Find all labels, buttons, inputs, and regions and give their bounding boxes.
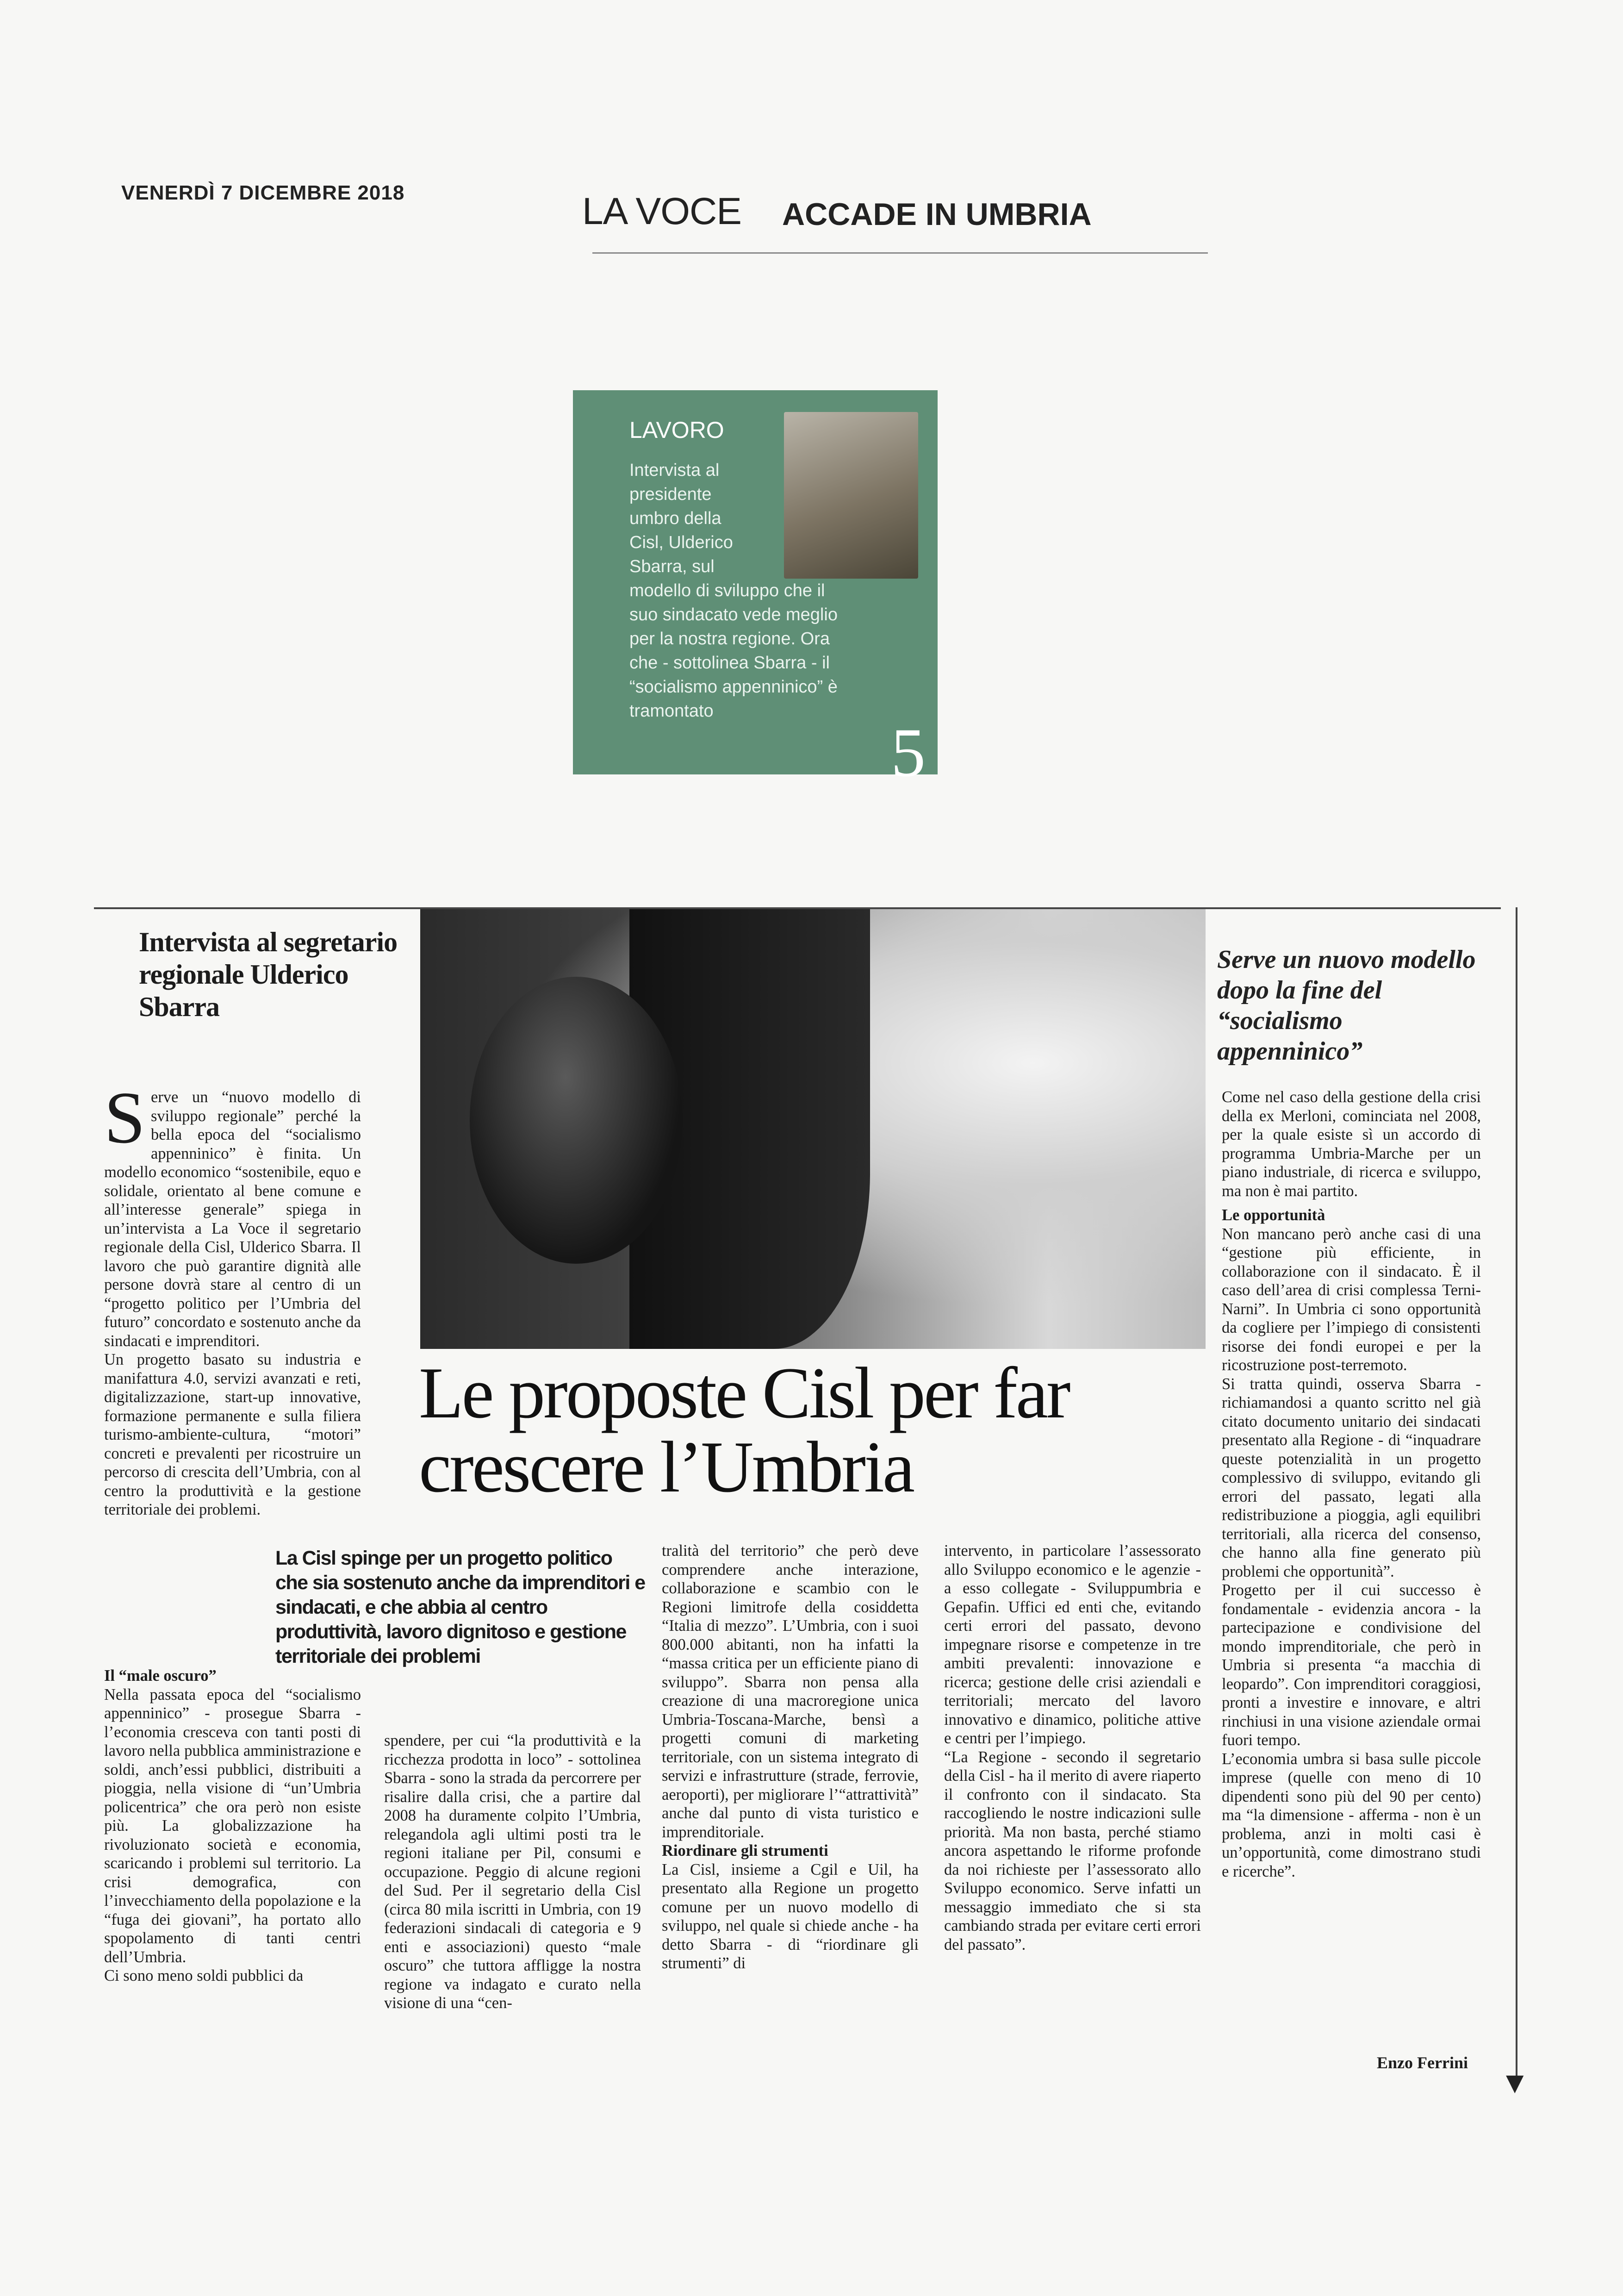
teaser-line: Intervista al — [629, 461, 720, 480]
article-column-4 — [944, 1541, 1201, 1954]
teaser-line: Sbarra, sul — [629, 557, 715, 576]
article-column-5 — [1222, 1088, 1481, 1881]
continue-arrow-icon: ▼ — [1506, 2069, 1524, 2096]
photo-helmet — [470, 977, 683, 1264]
section-title: ACCADE IN UMBRIA — [782, 197, 1092, 232]
paragraph: Ci sono meno soldi pubblici da — [104, 1967, 304, 1984]
paragraph: “La Regione - secondo il segretario della Cisl - ha il merito di avere riaperto il confronto con il sindacato. Sta raccogliendo le nostre indicazioni sulle priorità. Ma non basta, perché stiamo ancora aspettando le riforme profonde da noi richieste per l’assessorato allo Sviluppo economico. Serve infatti un messaggio immediato che si sta cambiando strada per evitare certi errori del passato”. — [944, 1748, 1201, 1953]
teaser-line: “socialismo appenninico” è — [629, 677, 838, 697]
teaser-line: per la nostra regione. Ora — [629, 629, 830, 649]
paragraph: Non mancano però anche casi di una “gestione più efficiente, in collaborazione con il sindacato. È il caso dell’area di crisi complessa Terni-Narni”. In Umbria ci sono opportunità da cogliere per l’impiego di consistenti risorse dei fondi europei e per la ricostruzione post-terremoto. — [1222, 1225, 1481, 1374]
paragraph: Nella passata epoca del “socialismo appenninico” - prosegue Sbarra - l’economia cresceva con tanti posti di lavoro nella pubblica amministrazione e soldi, anch’essi pubblici, distribuiti a pioggia, nella visione di “un’Umbria policentrica” che ora però non esiste più. La globalizzazione ha rivoluzionato società e economia, scaricando i problemi sul territorio. La crisi demografica, con l’invecchiamento della popolazione e la “fuga dei giovani”, ha portato allo spopolamento di tanti centri dell’Umbria. — [104, 1685, 361, 1966]
teaser-line: umbro della — [629, 509, 721, 528]
paragraph: Si tratta quindi, osserva Sbarra - richiamandosi a quanto scritto nel già citato documento unitario dei sindacati presentato alla Regione - di “inquadrare queste potenzialità in un progetto complessivo di sviluppo, evitando gli errori del passato, legati alla redistribuzione a pioggia, agli equilibri territoriali, alla ricerca del consenso, che hanno alla fine generato più problemi che opportunità”. — [1222, 1375, 1481, 1580]
teaser-line: modello di sviluppo che il — [629, 581, 825, 600]
dropcap: S — [104, 1076, 145, 1159]
subheading: Le opportunità — [1222, 1206, 1325, 1224]
teaser-line: che - sottolinea Sbarra - il — [629, 653, 830, 673]
teaser-label: LAVORO — [629, 417, 724, 443]
teaser-text — [629, 458, 930, 723]
kicker-left: Intervista al segretario regionale Ulderico Sbarra — [139, 927, 398, 1022]
paragraph: tralità del territorio” che però deve comprendere anche interazione, collaborazione e scambio con le Regioni limitrofe della cosiddetta “Italia di mezzo”. L’Umbria, con i suoi 800.000 abitanti, non ha infatti la “massa critica per un efficiente piano di sviluppo”. Sbarra non pensa alla creazione di una macroregione unica Umbria-Toscana-Marche, bensì a progetti comuni di marketing territoriale, con un sistema integrato di servizi e infrastrutture (strade, ferrovie, aeroporti), per migliorare l’“attrattività” anche dal punto di vista turistico e imprenditoriale. — [662, 1542, 919, 1841]
newspaper-brand: LA VOCE — [582, 190, 741, 232]
kicker-right: Serve un nuovo modello dopo la fine del “socialismo appenninico” — [1217, 945, 1476, 1066]
paragraph: erve un “nuovo modello di sviluppo regionale” perché la bella epoca del “socialismo appenninico” è finita. Un modello economico “sostenibile, equo e solidale, orientato al bene comune e all’interesse generale” spiega in un’intervista a La Voce il segretario regionale della Cisl, Ulderico Sbarra. Il lavoro che può garantire dignità alle persone dovrà stare al centro di un “progetto politico per l’Umbria del futuro” concordato e sostenuto anche da sindacati e imprenditori. — [104, 1088, 361, 1350]
paragraph: L’economia umbra si basa sulle piccole imprese (quelle con meno di 10 dipendenti sono più del 90 per cento) ma “la dimensione - afferma - non è un problema, anzi in molti casi è un’opportunità, come dimostrano studi e ricerche”. — [1222, 1750, 1481, 1880]
header-rule — [592, 252, 1208, 254]
paragraph: intervento, in particolare l’assessorato allo Sviluppo economico e le agenzie - a esso collegate - Sviluppumbria e Gepafin. Uffici ed enti che, evitando certi errori del passato, devono impegnare risorse e competenze in tre ambiti prevalenti: innovazione e ricerca; gestione delle crisi aziendali e territoriali; mercato del lavoro innovativo e dinamico, politiche attive e centri per l’impiego. — [944, 1542, 1201, 1747]
paragraph: Progetto per il cui successo è fondamentale - evidenzia ancora - la partecipazione e condivisione del mondo imprenditoriale, che però in Umbria si presenta “a macchia di leopardo”. Con imprenditori coraggiosi, pronti a investire e innovare, e altri rinchiusi in una visione aziendale ormai fuori tempo. — [1222, 1581, 1481, 1749]
paragraph: Come nel caso della gestione della crisi della ex Merloni, cominciata nel 2008, per la quale esiste sì un accordo di programma Umbria-Marche per un piano industriale, di ricerca e sviluppo, ma non è mai partito. — [1222, 1088, 1481, 1200]
teaser-line: tramontato — [629, 701, 714, 721]
paragraph: spendere, per cui “la produttività e la ricchezza prodotta in loco” - sottolinea Sbarra - sono la strada da percorrere per risalire dalla crisi, che a partire dal 2008 ha duramente colpito l’Umbria, relegandola agli ultimi posti tra le regioni italiane per Pil, consumi e occupazione. Peggio di alcune regioni del Sud. Per il segretario della Cisl (circa 80 mila iscritti in Umbria, con 19 federazioni sindacali di categoria e 9 enti e associazioni) questo “male oscuro” che tuttora affligge la nostra regione va indagato e curato nella visione di una “cen- — [384, 1732, 641, 2012]
author-signature: Enzo Ferrini — [1377, 2053, 1468, 2072]
paragraph: Un progetto basato su industria e manifattura 4.0, servizi avanzati e reti, digitalizzazione, start-up innovative, formazione permanente e sulla filiera turismo-ambiente-cultura, “motori” concreti e prevalenti per ricostruire un percorso di crescita dell’Umbria, con al centro la produttività e la gestione territoriale dei problemi. — [104, 1351, 361, 1518]
article-title: Le proposte Cisl per far crescere l’Umbria — [419, 1353, 1069, 1508]
subheading: Il “male oscuro” — [104, 1667, 217, 1685]
article-column-1-continued — [104, 1666, 361, 1985]
subheading: Riordinare gli strumenti — [662, 1842, 828, 1859]
page-number: 5 — [891, 714, 926, 791]
article-column-2 — [384, 1731, 641, 2013]
article-subtitle: La Cisl spinge per un progetto politico che sia sostenuto anche da imprenditori e sindacati, e che abbia al centro produttività, lavoro dignitoso e gestione territoriale dei problemi — [275, 1547, 645, 1667]
header-date: VENERDÌ 7 DICEMBRE 2018 — [121, 181, 405, 204]
article-frame-side — [1516, 907, 1517, 2083]
paragraph: La Cisl, insieme a Cgil e Uil, ha presentato alla Regione un progetto comune per un nuovo modello di sviluppo, nel quale si chiede anche - ha detto Sbarra - di “riordinare gli strumenti” di — [662, 1860, 919, 1972]
article-column-1 — [104, 1076, 361, 1519]
teaser-line: suo sindacato vede meglio — [629, 605, 838, 624]
article-column-3 — [662, 1541, 919, 1973]
teaser-line: presidente — [629, 485, 712, 504]
teaser-line: Cisl, Ulderico — [629, 533, 733, 552]
